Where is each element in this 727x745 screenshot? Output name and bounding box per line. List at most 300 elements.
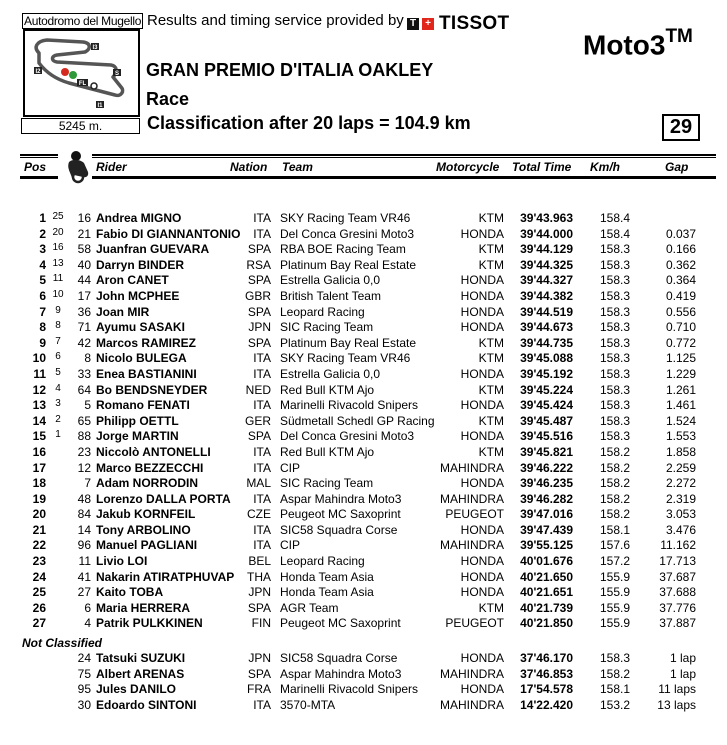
result-row: [0, 523, 727, 539]
team-name: Aspar Mahindra Moto3: [280, 491, 402, 506]
gap: 1 lap: [669, 651, 696, 666]
gap: 37.887: [659, 616, 696, 631]
gap: 11 laps: [658, 682, 696, 697]
track-layout-icon: [25, 31, 138, 115]
gap: 1.125: [665, 351, 696, 366]
rider-name: Philipp OETTL: [96, 413, 179, 428]
nation: SPA: [247, 666, 271, 681]
result-row: [0, 211, 727, 227]
team-name: Platinum Bay Real Estate: [280, 257, 417, 272]
points: 1: [55, 429, 61, 441]
nation: ITA: [253, 538, 271, 553]
position: 23: [32, 554, 46, 569]
motorcycle: HONDA: [460, 429, 504, 444]
rider-number: 36: [77, 304, 91, 319]
team-name: AGR Team: [280, 600, 339, 615]
rider-name: Manuel PAGLIANI: [96, 538, 198, 553]
position: 26: [32, 600, 46, 615]
rider-name: Tony ARBOLINO: [96, 522, 191, 537]
total-time: 39'44.382: [520, 288, 573, 303]
class-name: [583, 28, 693, 61]
rider-number: 14: [77, 522, 91, 537]
motorcycle-rider-icon: [64, 150, 92, 189]
rider-number: 84: [77, 507, 91, 522]
circuit-length: 5245 m.: [21, 118, 140, 134]
team-name: CIP: [280, 460, 301, 475]
speed-kmh: 158.3: [599, 242, 630, 257]
motorcycle: HONDA: [460, 682, 504, 697]
result-row: [0, 554, 727, 570]
rider-name: Livio LOI: [96, 554, 148, 569]
position: 3: [39, 242, 46, 257]
rider-number: 88: [77, 429, 91, 444]
nation: SPA: [247, 600, 271, 615]
team-name: SIC Racing Team: [280, 476, 374, 491]
rider-number: 75: [77, 666, 91, 681]
result-row: [0, 273, 727, 289]
col-gap: Gap: [665, 160, 689, 174]
result-row: [0, 616, 727, 632]
points: 20: [52, 226, 64, 238]
rider-number: 5: [84, 398, 91, 413]
total-time: 39'45.821: [520, 444, 573, 459]
result-row: [0, 289, 727, 305]
points: 8: [55, 320, 61, 332]
rider-name: Darryn BINDER: [96, 257, 185, 272]
swiss-cross-icon: +: [422, 18, 434, 30]
gap: 1.461: [665, 398, 696, 413]
speed-kmh: 158.3: [599, 351, 630, 366]
rider-number: 44: [77, 273, 91, 288]
map-label-i2: I2: [35, 69, 41, 75]
motorcycle: KTM: [478, 382, 504, 397]
nation: ITA: [253, 226, 271, 241]
motorcycle: MAHINDRA: [439, 538, 504, 553]
map-label-i3: I3: [92, 45, 98, 51]
nation: RSA: [246, 257, 271, 272]
rider-number: 12: [77, 460, 91, 475]
rider-name: Maria HERRERA: [96, 600, 191, 615]
nation: SPA: [247, 304, 271, 319]
motorcycle: KTM: [478, 211, 504, 225]
team-name: Platinum Bay Real Estate: [280, 335, 417, 350]
result-row: [0, 242, 727, 258]
team-name: Del Conca Gresini Moto3: [280, 226, 415, 241]
col-kmh: Km/h: [590, 160, 620, 174]
rider-number: 17: [77, 288, 91, 303]
total-time: 39'44.129: [520, 242, 573, 257]
total-time: 39'44.000: [520, 226, 573, 241]
team-name: Aspar Mahindra Moto3: [280, 666, 402, 681]
col-rider: Rider: [96, 160, 127, 174]
motorcycle: MAHINDRA: [439, 491, 504, 506]
total-time: 39'43.963: [520, 211, 573, 225]
position: 7: [39, 304, 46, 319]
speed-kmh: 158.4: [599, 226, 630, 241]
speed-kmh: 158.2: [599, 666, 630, 681]
team-name: SIC58 Squadra Corse: [280, 651, 398, 666]
position: 17: [32, 460, 46, 475]
nation: CZE: [247, 507, 271, 522]
rider-name: Adam NORRODIN: [96, 476, 199, 491]
gap: 3.476: [665, 522, 696, 537]
nation: GBR: [244, 288, 271, 303]
team-name: SIC58 Squadra Corse: [280, 522, 398, 537]
points: 7: [55, 335, 61, 347]
gap: 2.272: [665, 476, 696, 491]
classification-title: Classification after 20 laps = 104.9 km: [147, 113, 471, 133]
motorcycle: HONDA: [460, 585, 504, 600]
circuit-name: Autodromo del Mugello: [24, 14, 142, 28]
result-row: [0, 507, 727, 523]
motorcycle: KTM: [478, 335, 504, 350]
gap: 0.419: [665, 288, 696, 303]
result-row: [0, 227, 727, 243]
total-time: 39'45.424: [520, 398, 573, 413]
total-time: 39'46.282: [520, 491, 573, 506]
rider-number: 96: [77, 538, 91, 553]
gap: 0.362: [665, 257, 696, 272]
points: 16: [52, 242, 64, 254]
total-time: 37'46.853: [520, 666, 573, 681]
motorcycle: HONDA: [460, 398, 504, 413]
gap: 2.319: [665, 491, 696, 506]
rider-name: Jorge MARTIN: [96, 429, 179, 444]
points: 5: [55, 366, 61, 378]
speed-kmh: 158.2: [599, 460, 630, 475]
position: 16: [32, 444, 46, 459]
rider-name: Jakub KORNFEIL: [96, 507, 196, 522]
total-time: 40'21.651: [520, 585, 573, 600]
position: 22: [32, 538, 46, 553]
rider-name: Marco BEZZECCHI: [96, 460, 204, 475]
position: 19: [32, 491, 46, 506]
rider-number: 11: [78, 554, 91, 569]
col-nation: Nation: [230, 160, 268, 174]
team-name: Marinelli Rivacold Snipers: [280, 398, 419, 413]
result-row: [0, 258, 727, 274]
not-classified-row: [0, 682, 727, 698]
results-table: [0, 211, 727, 713]
nation: JPN: [248, 320, 271, 335]
speed-kmh: 158.1: [599, 682, 630, 697]
header-rule-bottom: [20, 176, 716, 179]
rider-number: 4: [84, 616, 91, 631]
team-name: Estrella Galicia 0,0: [280, 273, 381, 288]
rider-name: Joan MIR: [96, 304, 150, 319]
speed-kmh: 158.3: [599, 366, 630, 381]
nation: ITA: [253, 398, 271, 413]
result-row: [0, 336, 727, 352]
team-name: 3570-MTA: [280, 697, 336, 712]
rider-number: 40: [77, 257, 91, 272]
rider-number: 64: [77, 382, 91, 397]
nation: THA: [247, 569, 271, 584]
gap: 0.772: [665, 335, 696, 350]
team-name: Del Conca Gresini Moto3: [280, 429, 415, 444]
rider-name: Romano FENATI: [96, 398, 190, 413]
speed-kmh: 158.3: [599, 257, 630, 272]
gap: 0.710: [665, 320, 696, 335]
motorcycle: KTM: [478, 257, 504, 272]
speed-kmh: 158.2: [599, 507, 630, 522]
rider-name: Aron CANET: [96, 273, 169, 288]
result-row: [0, 585, 727, 601]
total-time: 39'47.016: [520, 507, 573, 522]
total-time: 39'45.487: [520, 413, 573, 428]
rider-number: 8: [84, 351, 91, 366]
gap: 0.037: [665, 226, 696, 241]
position: 18: [32, 476, 46, 491]
rider-number: 48: [77, 491, 91, 506]
motorcycle: HONDA: [460, 304, 504, 319]
rider-number: 41: [77, 569, 91, 584]
trademark: TM: [665, 26, 693, 47]
col-pos: Pos: [24, 160, 47, 174]
nation: ITA: [253, 522, 271, 537]
page-number: 29: [662, 114, 700, 141]
finish-icon: [91, 83, 97, 89]
speed-kmh: 158.3: [599, 382, 630, 397]
nation: ITA: [253, 491, 271, 506]
nation: ITA: [253, 460, 271, 475]
position: 15: [32, 429, 46, 444]
speed-kmh: 155.9: [599, 569, 630, 584]
gap: 11.162: [660, 538, 696, 553]
speed-kmh: 158.3: [599, 304, 630, 319]
gap: 0.364: [665, 273, 696, 288]
points: 3: [55, 398, 61, 410]
nation: ITA: [253, 366, 271, 381]
rider-number: 58: [77, 242, 91, 257]
tissot-logo: [407, 13, 509, 35]
position: 11: [33, 366, 46, 381]
points: 6: [55, 351, 61, 363]
speed-kmh: 158.2: [599, 491, 630, 506]
map-label-s: S: [114, 71, 120, 77]
gap: 37.776: [659, 600, 696, 615]
position: 8: [39, 320, 46, 335]
not-classified-heading: Not Classified: [22, 636, 103, 651]
nation: FIN: [251, 616, 271, 631]
rider-number: 71: [77, 320, 91, 335]
total-time: 40'01.676: [520, 554, 573, 569]
tissot-t-icon: T: [407, 18, 419, 30]
nation: SPA: [247, 242, 271, 257]
total-time: 40'21.850: [520, 616, 573, 631]
rider-name: Niccolò ANTONELLI: [96, 444, 211, 459]
header-rule-top-thin: [20, 157, 716, 158]
gap: 1 lap: [669, 666, 696, 681]
motorcycle: HONDA: [460, 522, 504, 537]
points: 13: [52, 257, 64, 269]
points: 4: [55, 382, 61, 394]
nation: SPA: [247, 335, 271, 350]
total-time: 39'44.735: [520, 335, 573, 350]
points: 11: [52, 273, 64, 285]
team-name: Red Bull KTM Ajo: [280, 444, 375, 459]
event-title: GRAN PREMIO D'ITALIA OAKLEY: [146, 60, 434, 80]
rider-name: Fabio DI GIANNANTONIO: [96, 226, 241, 241]
result-row: [0, 476, 727, 492]
rider-name: Tatsuki SUZUKI: [96, 651, 186, 666]
result-row: [0, 320, 727, 336]
rider-name: Andrea MIGNO: [96, 211, 182, 225]
motorcycle: HONDA: [460, 288, 504, 303]
speed-kmh: 155.9: [599, 585, 630, 600]
result-row: [0, 414, 727, 430]
motorcycle: KTM: [478, 351, 504, 366]
nation: BEL: [248, 554, 271, 569]
motorcycle: HONDA: [460, 366, 504, 381]
map-label-fl: FL: [78, 81, 87, 87]
team-name: SKY Racing Team VR46: [280, 211, 411, 225]
position: 27: [32, 616, 46, 631]
nation: GER: [244, 413, 271, 428]
gap: 17.713: [659, 554, 696, 569]
nation: ITA: [253, 351, 271, 366]
motorcycle: KTM: [478, 444, 504, 459]
position: 5: [39, 273, 46, 288]
speed-kmh: 153.2: [599, 697, 630, 712]
speed-kmh: 158.3: [599, 288, 630, 303]
motorcycle: KTM: [478, 600, 504, 615]
rider-number: 23: [77, 444, 91, 459]
not-classified-row: [0, 698, 727, 714]
gap: 3.053: [665, 507, 696, 522]
result-row: [0, 461, 727, 477]
motorcycle: HONDA: [460, 651, 504, 666]
result-row: [0, 601, 727, 617]
nation: SPA: [247, 429, 271, 444]
gap: 1.553: [665, 429, 696, 444]
timing-provider-text: Results and timing service provided by: [147, 12, 404, 29]
total-time: 39'44.673: [520, 320, 573, 335]
position: 1: [39, 211, 46, 225]
not-classified-row: [0, 667, 727, 683]
position: 24: [32, 569, 46, 584]
nation: JPN: [248, 651, 271, 666]
class-name-text: Moto3: [583, 29, 666, 61]
gap: 2.259: [665, 460, 696, 475]
speed-kmh: 158.4: [599, 211, 630, 225]
nation: MAL: [246, 476, 271, 491]
total-time: 37'46.170: [520, 651, 573, 666]
position: 9: [39, 335, 46, 350]
rider-number: 95: [77, 682, 91, 697]
position: 13: [32, 398, 46, 413]
rider-name: Nakarin ATIRATPHUVAP: [96, 569, 235, 584]
rider-name: Enea BASTIANINI: [96, 366, 197, 381]
motorcycle: KTM: [478, 242, 504, 257]
total-time: 39'55.125: [520, 538, 573, 553]
motorcycle: HONDA: [460, 569, 504, 584]
team-name: Red Bull KTM Ajo: [280, 382, 375, 397]
position: 20: [32, 507, 46, 522]
gap: 1.524: [665, 413, 696, 428]
rider-name: Kaito TOBA: [96, 585, 164, 600]
rider-number: 42: [77, 335, 91, 350]
team-name: Peugeot MC Saxoprint: [280, 616, 401, 631]
total-time: 39'44.327: [520, 273, 573, 288]
header-rule-top: [20, 154, 716, 156]
gap: 1.858: [665, 444, 696, 459]
map-label-i1: I1: [97, 103, 103, 109]
rider-number: 33: [77, 366, 91, 381]
motorcycle: HONDA: [460, 476, 504, 491]
motorcycle: PEUGEOT: [445, 616, 504, 631]
team-name: SIC Racing Team: [280, 320, 374, 335]
team-name: Leopard Racing: [280, 304, 365, 319]
total-time: 39'45.224: [520, 382, 573, 397]
nation: FRA: [247, 682, 271, 697]
total-time: 39'44.325: [520, 257, 573, 272]
speed-kmh: 157.2: [599, 554, 630, 569]
position: 4: [39, 257, 46, 272]
result-row: [0, 367, 727, 383]
rider-number: 7: [84, 476, 91, 491]
rider-number: 65: [77, 413, 91, 428]
total-time: 39'45.088: [520, 351, 573, 366]
rider-name: Bo BENDSNEYDER: [96, 382, 208, 397]
nation: ITA: [253, 444, 271, 459]
total-time: 40'21.650: [520, 569, 573, 584]
result-row: [0, 305, 727, 321]
circuit-map: [23, 29, 140, 117]
gap: 0.556: [665, 304, 696, 319]
points: 25: [52, 211, 64, 222]
speed-kmh: 158.3: [599, 651, 630, 666]
position: 21: [32, 522, 46, 537]
position: 10: [32, 351, 46, 366]
rider-name: Nicolo BULEGA: [96, 351, 187, 366]
speed-kmh: 158.3: [599, 335, 630, 350]
total-time: 39'45.516: [520, 429, 573, 444]
start-light-red-icon: [61, 68, 69, 76]
team-name: British Talent Team: [280, 288, 381, 303]
team-name: CIP: [280, 538, 301, 553]
speed-kmh: 158.3: [599, 273, 630, 288]
col-motorcycle: Motorcycle: [436, 160, 500, 174]
result-row: [0, 429, 727, 445]
speed-kmh: 155.9: [599, 600, 630, 615]
nation: ITA: [253, 697, 271, 712]
rider-name: Jules DANILO: [96, 682, 177, 697]
motorcycle: HONDA: [460, 226, 504, 241]
motorcycle: HONDA: [460, 554, 504, 569]
team-name: Honda Team Asia: [280, 585, 374, 600]
result-row: [0, 492, 727, 508]
team-name: Südmetall Schedl GP Racing: [280, 413, 435, 428]
total-time: 39'45.192: [520, 366, 573, 381]
speed-kmh: 158.3: [599, 320, 630, 335]
speed-kmh: 158.2: [599, 476, 630, 491]
motorcycle: HONDA: [460, 273, 504, 288]
rider-name: John MCPHEE: [96, 288, 180, 303]
speed-kmh: 157.6: [599, 538, 630, 553]
rider-number: 6: [84, 600, 91, 615]
speed-kmh: 158.3: [599, 398, 630, 413]
speed-kmh: 158.2: [599, 444, 630, 459]
speed-kmh: 158.3: [599, 429, 630, 444]
speed-kmh: 158.1: [599, 522, 630, 537]
not-classified-row: [0, 651, 727, 667]
col-team: Team: [282, 160, 313, 174]
speed-kmh: 155.9: [599, 616, 630, 631]
result-row: [0, 445, 727, 461]
result-row: [0, 398, 727, 414]
total-time: 39'44.519: [520, 304, 573, 319]
